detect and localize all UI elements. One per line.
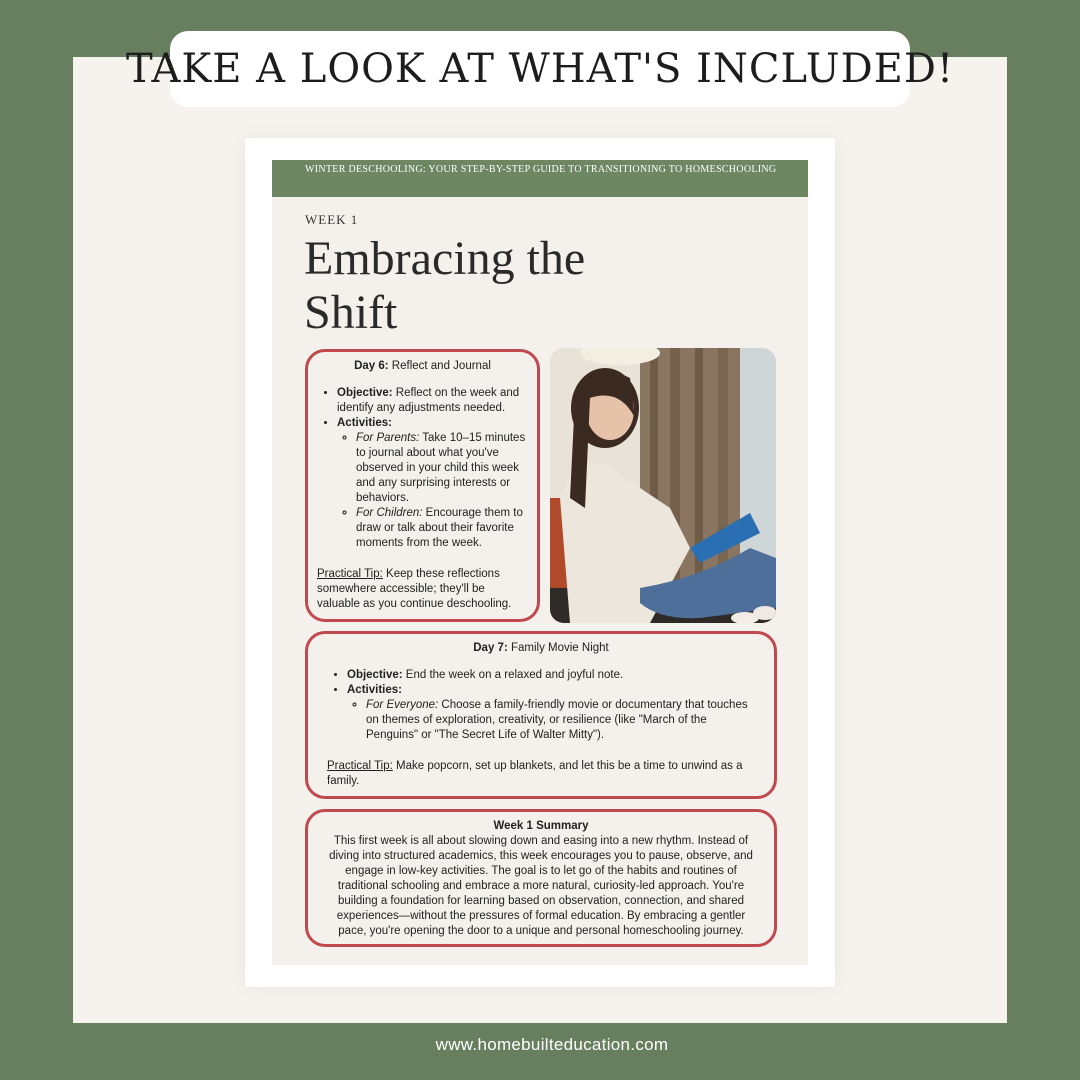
day7-tip-label: Practical Tip: — [327, 760, 393, 772]
day6-card — [305, 349, 540, 622]
day6-parents-label: For Parents: — [356, 432, 420, 444]
week-label: WEEK 1 — [305, 212, 359, 227]
day7-activities — [347, 683, 755, 743]
day6-bullets — [317, 386, 528, 551]
day7-objective-label: Objective: — [347, 669, 403, 681]
day6-tip-label: Practical Tip: — [317, 568, 383, 580]
document-title: Embracing the Shift — [304, 232, 586, 339]
day6-children-text: Encourage them to draw or talk about their favorite moments from the week. — [356, 507, 523, 549]
day6-title — [317, 359, 528, 374]
day7-activity-list — [347, 698, 755, 743]
day6-objective-label: Objective: — [337, 387, 393, 399]
document-page — [272, 160, 808, 965]
day7-tip-text: Make popcorn, set up blankets, and let this be a time to unwind as a family. — [327, 760, 743, 787]
day6-tip — [317, 567, 528, 612]
document-preview — [245, 138, 835, 987]
day6-title-text: Reflect and Journal — [388, 360, 491, 372]
day7-objective-text: End the week on a relaxed and joyful note. — [402, 669, 624, 681]
day7-bullets — [327, 668, 755, 743]
day6-children-item — [356, 506, 528, 551]
day6-objective — [337, 386, 528, 416]
summary-text: This first week is all about slowing down and easing into a new rhythm. Instead of diving into structured academics, this week encourages you to pause, observe, and engage in low-key activities. The goal is to let go of the habits and routines of traditional schooling and embrace a more natural, curiosity-led approach. You're building a foundation for learning based on observation, connection, and shared experiences—without the pressures of formal education. By embracing a gentler pace, you're opening the door to a unique and personal homeschooling journey. — [329, 835, 753, 937]
day6-activity-list — [337, 431, 528, 551]
day6-label: Day 6: — [354, 360, 389, 372]
week-summary-card — [305, 809, 777, 947]
website-url: www.homebuilteducation.com — [435, 1035, 669, 1054]
day7-everyone-item — [366, 698, 755, 743]
day7-label: Day 7: — [473, 642, 508, 654]
day6-parents-item — [356, 431, 528, 506]
day7-everyone-label: For Everyone: — [366, 699, 439, 711]
day7-everyone-text: Choose a family-friendly movie or documentary that touches on themes of exploration, creativity, or resilience (like "March of the Penguins" or "The Secret Life of Walter Mitty"). — [366, 699, 748, 741]
day6-activities-label: Activities: — [337, 417, 392, 429]
day6-objective-text: Reflect on the week and identify any adjustments needed. — [337, 387, 520, 414]
day6-parents-text: Take 10–15 minutes to journal about what you've observed in your child this week and any surprising interests or behaviors. — [356, 432, 526, 504]
day7-tip — [327, 759, 755, 789]
headline-text: TAKE A LOOK AT WHAT'S INCLUDED! — [126, 46, 955, 92]
day7-card — [305, 631, 777, 799]
day6-children-label: For Children: — [356, 507, 423, 519]
day7-title — [327, 641, 755, 656]
document-header-text: WINTER DESCHOOLING: YOUR STEP-BY-STEP GUIDE TO TRANSITIONING TO HOMESCHOOLING — [305, 164, 777, 175]
day6-tip-text: Keep these reflections somewhere accessible; they'll be valuable as you continue deschooling. — [317, 568, 512, 610]
headline-banner — [126, 31, 955, 107]
document-header-bar — [272, 160, 808, 197]
summary-title: Week 1 Summary — [493, 820, 589, 832]
day6-activities — [337, 416, 528, 551]
girl-reading-photo — [550, 348, 776, 623]
day7-activities-label: Activities: — [347, 684, 402, 696]
day7-title-text: Family Movie Night — [507, 642, 609, 654]
day7-objective — [347, 668, 755, 683]
